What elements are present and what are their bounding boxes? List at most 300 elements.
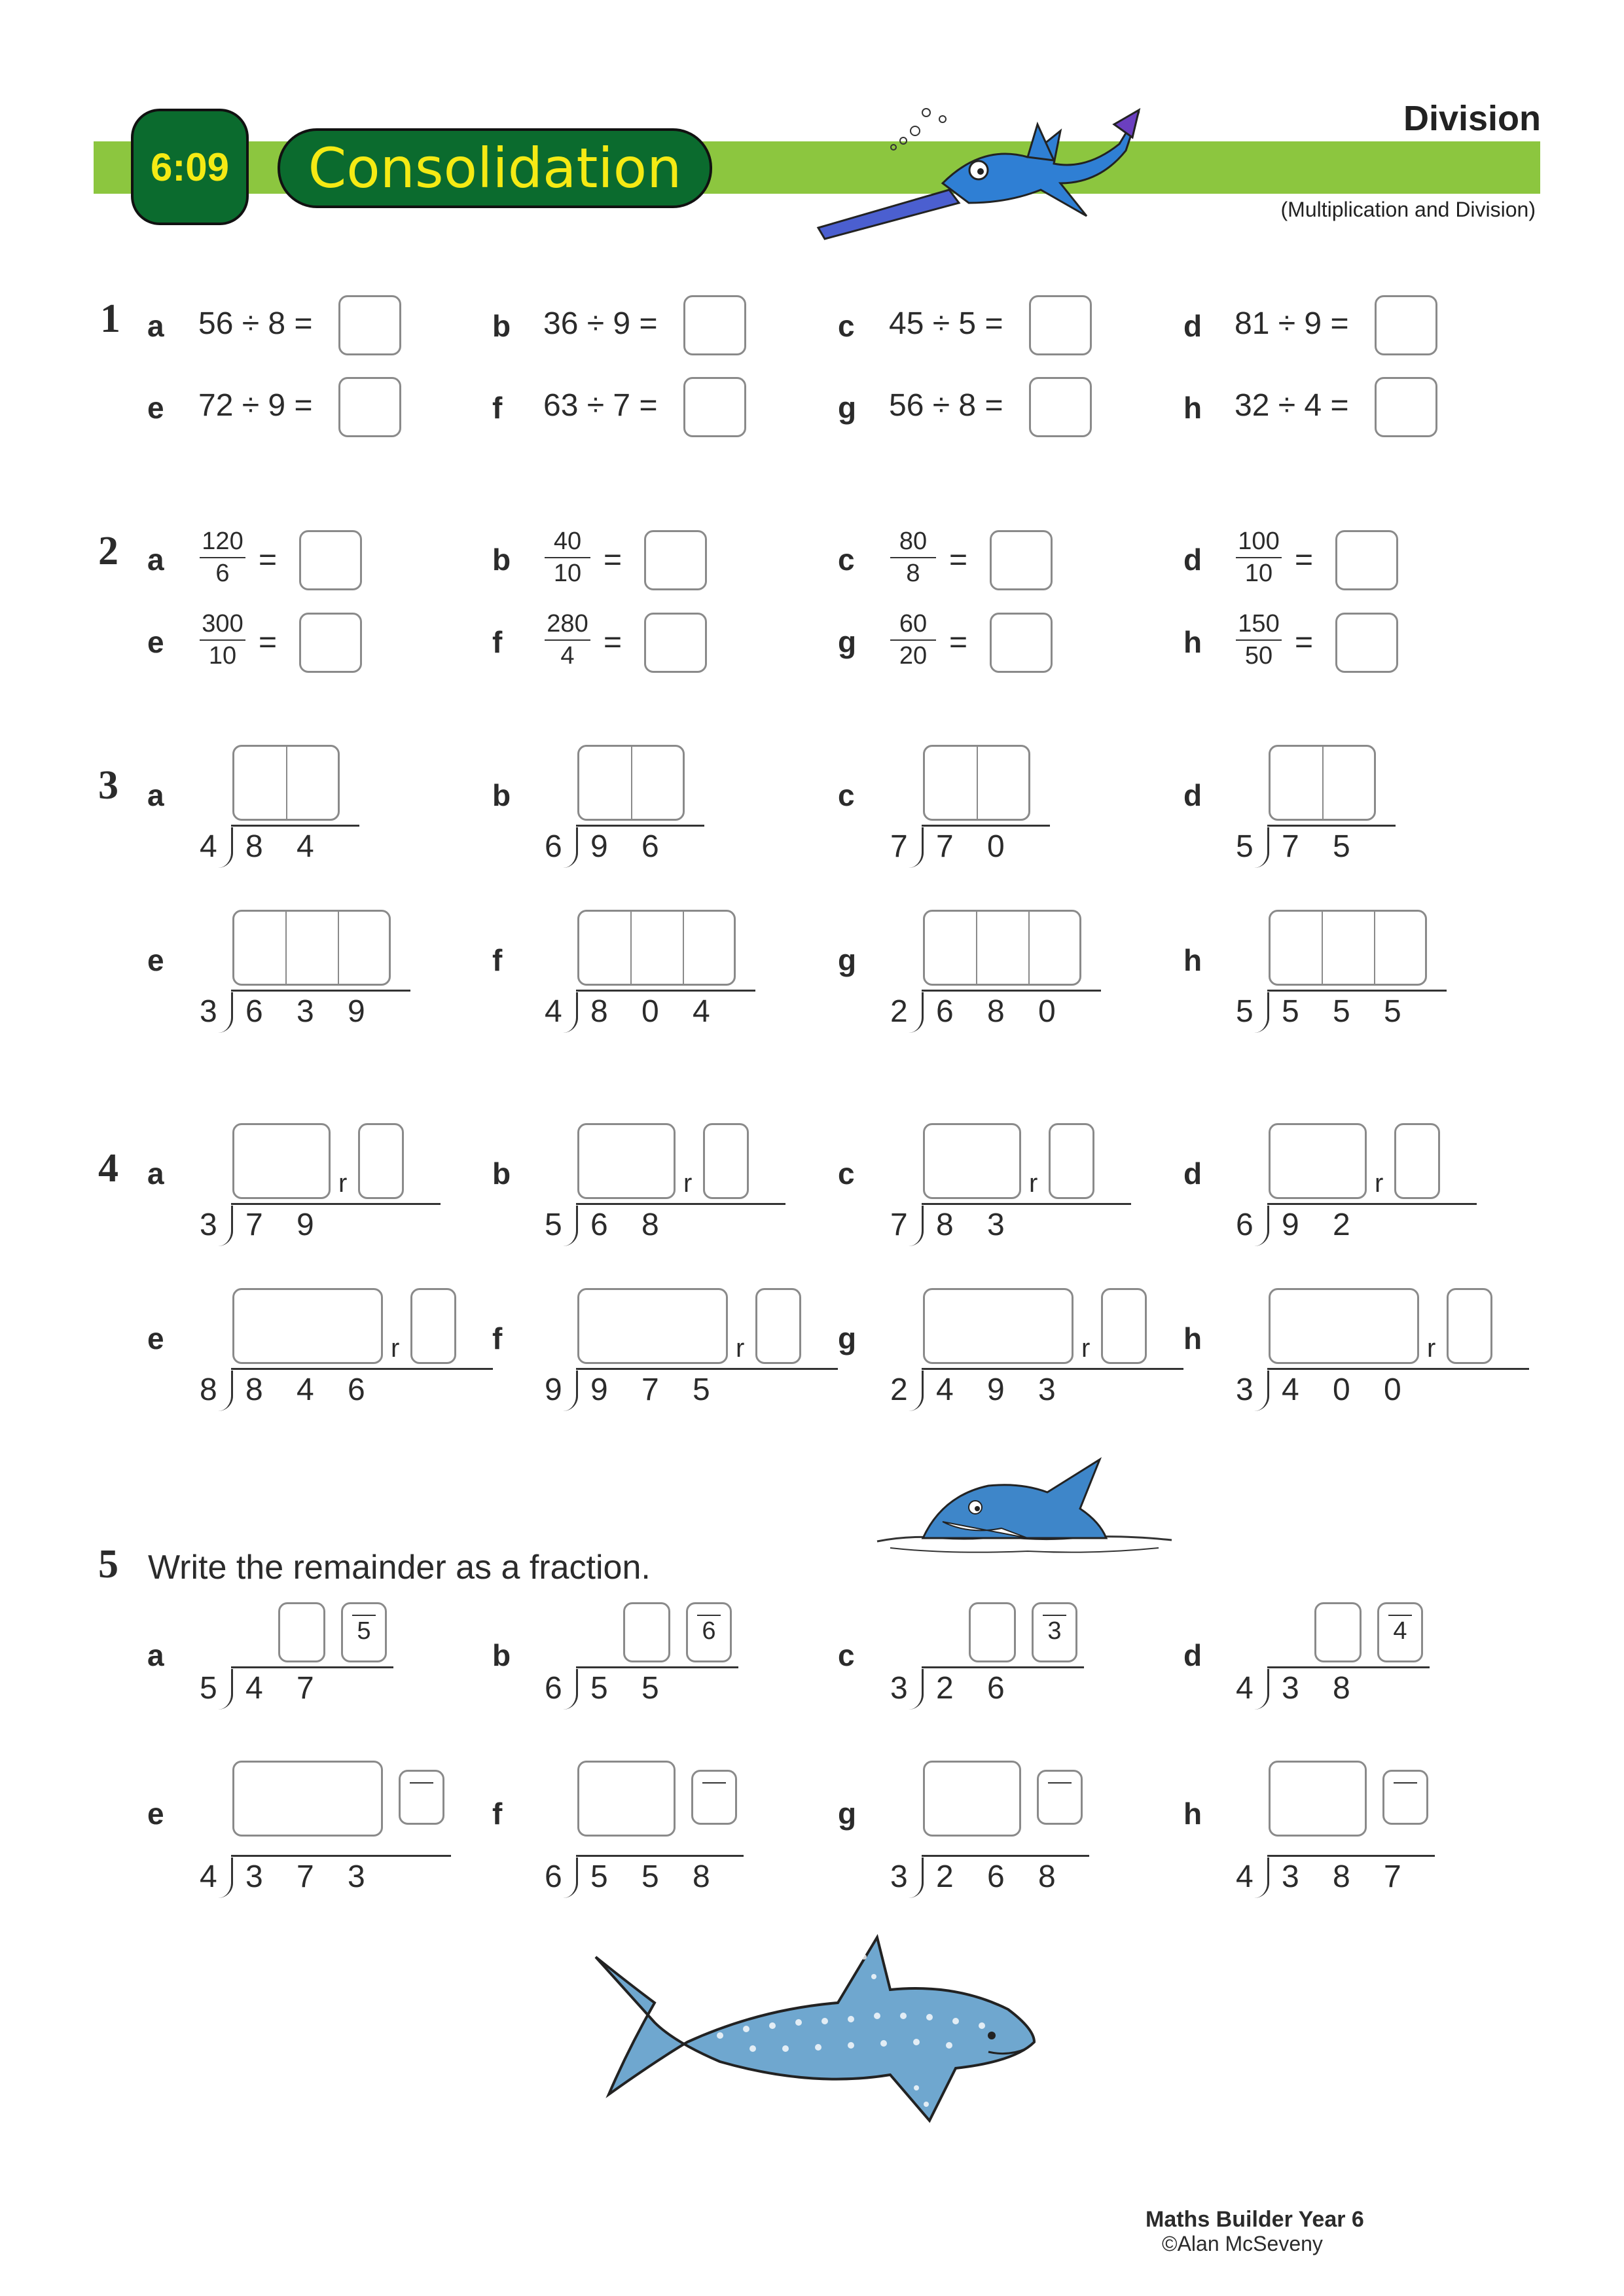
answer-box[interactable] [1037, 1770, 1083, 1825]
remainder-fraction [401, 1777, 442, 1785]
answer-box[interactable] [990, 613, 1053, 673]
division-bracket [909, 1371, 924, 1411]
division-bracket [563, 992, 578, 1033]
answer-box[interactable] [299, 613, 362, 673]
divisor: 3 [890, 1859, 908, 1894]
answer-box[interactable] [1377, 1602, 1423, 1662]
part-label: b [492, 1157, 511, 1191]
fraction-numerator: 150 [1238, 610, 1280, 637]
remainder-fraction [688, 1609, 730, 1645]
division-line [231, 825, 359, 827]
question-number: 3 [98, 763, 118, 808]
remainder-letter: r [1427, 1334, 1436, 1363]
dividend-digit: 9 [348, 994, 365, 1029]
division-line [231, 1666, 393, 1668]
division-bracket [909, 1669, 924, 1710]
divisor: 3 [200, 994, 217, 1029]
dividend-digit: 0 [641, 994, 659, 1029]
dividend-digit: 5 [693, 1372, 710, 1407]
dividend-digit: 5 [641, 1671, 659, 1706]
dividend-digit: 0 [1038, 994, 1056, 1029]
remainder-letter: r [736, 1334, 745, 1363]
dividend-digit: 3 [245, 1859, 263, 1894]
answer-box[interactable] [577, 1123, 676, 1199]
dividend-digit: 5 [590, 1859, 608, 1894]
fraction-bar [200, 639, 245, 641]
answer-box[interactable] [1375, 295, 1437, 355]
fraction-numerator: 300 [202, 610, 244, 637]
dividend-digit: 6 [936, 994, 954, 1029]
fraction-bar [1043, 1615, 1066, 1616]
fraction-bar [1236, 557, 1282, 558]
part-label: b [492, 1638, 511, 1672]
division-line [1267, 1666, 1430, 1668]
dividend-digit: 8 [1038, 1859, 1056, 1894]
fraction-denominator: 10 [208, 642, 237, 670]
divisor: 3 [200, 1208, 217, 1242]
answer-cell-divider [285, 912, 287, 984]
divisor: 4 [200, 829, 217, 864]
expression: 72 ÷ 9 = [198, 388, 313, 423]
answer-box[interactable] [686, 1602, 732, 1662]
fraction-denominator: 10 [1244, 560, 1273, 587]
answer-box[interactable] [1049, 1123, 1094, 1199]
dividend-digit: 4 [693, 994, 710, 1029]
fraction-bar [1394, 1782, 1417, 1784]
division-line [576, 1666, 738, 1668]
question-number: 1 [100, 296, 120, 341]
dividend-digit: 6 [245, 994, 263, 1029]
answer-box[interactable] [232, 1288, 383, 1364]
part-label: d [1183, 778, 1202, 812]
answer-box[interactable] [969, 1602, 1016, 1662]
part-label: a [147, 1157, 164, 1191]
fraction-bar [1388, 1615, 1412, 1616]
page-title: Consolidation [308, 136, 682, 200]
equals-sign: = [259, 625, 278, 660]
dividend-digit: 3 [348, 1859, 365, 1894]
dividend-digit: 4 [936, 1372, 954, 1407]
division-bracket [1254, 992, 1269, 1033]
dividend-digit: 8 [987, 994, 1005, 1029]
part-label: e [147, 943, 164, 977]
division-line [576, 990, 755, 992]
division-bracket [563, 1669, 578, 1710]
answer-box[interactable] [1447, 1288, 1492, 1364]
topic-heading: Division [1403, 99, 1541, 138]
answer-box[interactable] [1269, 1123, 1367, 1199]
part-label: h [1183, 1797, 1202, 1831]
remainder-fraction [693, 1777, 735, 1785]
division-bracket [218, 1857, 233, 1898]
answer-box[interactable] [644, 613, 707, 673]
division-line [922, 1203, 1131, 1205]
dividend-digit: 6 [987, 1859, 1005, 1894]
answer-box[interactable] [1029, 377, 1092, 437]
footer-copyright: ©Alan McSeveny [1162, 2232, 1323, 2255]
dividend-digit: 2 [936, 1859, 954, 1894]
divisor: 6 [1236, 1208, 1254, 1242]
part-label: h [1183, 1321, 1202, 1355]
answer-cell-divider [1374, 912, 1375, 984]
part-label: b [492, 778, 511, 812]
divisor: 7 [890, 1208, 908, 1242]
division-line [231, 1203, 441, 1205]
answer-box[interactable] [1335, 613, 1398, 673]
shark-fin-illustration [871, 1456, 1178, 1568]
divisor: 5 [1236, 829, 1254, 864]
dividend-digit: 9 [987, 1372, 1005, 1407]
answer-box[interactable] [691, 1770, 737, 1825]
fraction [1229, 528, 1288, 588]
answer-box[interactable] [755, 1288, 801, 1364]
remainder-letter: r [1029, 1169, 1038, 1198]
divisor: 6 [545, 829, 562, 864]
fraction-denominator: 4 [560, 642, 575, 670]
divisor: 6 [545, 1859, 562, 1894]
part-label: f [492, 943, 503, 977]
answer-box[interactable] [683, 377, 746, 437]
answer-box[interactable] [1269, 1288, 1419, 1364]
remainder-fraction [1039, 1777, 1081, 1785]
division-bracket [563, 1857, 578, 1898]
answer-cell-divider [630, 912, 632, 984]
answer-box[interactable] [1269, 910, 1427, 986]
division-line [231, 1368, 493, 1370]
dividend-digit: 5 [1282, 994, 1299, 1029]
divisor: 7 [890, 829, 908, 864]
dividend-digit: 9 [590, 829, 608, 864]
answer-box[interactable] [577, 745, 685, 821]
dividend-digit: 7 [641, 1372, 659, 1407]
answer-box[interactable] [577, 910, 736, 986]
answer-cell-divider [976, 912, 977, 984]
divisor: 4 [200, 1859, 217, 1894]
dividend-digit: 9 [297, 1208, 314, 1242]
divisor: 9 [545, 1372, 562, 1407]
dividend-digit: 7 [1282, 829, 1299, 864]
part-label: c [838, 1638, 855, 1672]
part-label: c [838, 778, 855, 812]
remainder-letter: r [338, 1169, 348, 1198]
part-label: d [1183, 309, 1202, 343]
fraction-numerator: 40 [553, 528, 582, 555]
dividend-digit: 6 [641, 829, 659, 864]
fraction-bar [890, 639, 936, 641]
equals-sign: = [604, 543, 623, 577]
fraction-bar [1236, 639, 1282, 641]
dividend-digit: 6 [987, 1671, 1005, 1706]
dividend-digit: 7 [936, 829, 954, 864]
divisor: 2 [890, 994, 908, 1029]
fraction-bar [410, 1782, 433, 1784]
fraction [884, 528, 943, 588]
remainder-fraction [1379, 1609, 1421, 1645]
part-label: a [147, 778, 164, 812]
answer-box[interactable] [1375, 377, 1437, 437]
dividend-digit: 5 [641, 1859, 659, 1894]
division-bracket [909, 827, 924, 868]
part-label: g [838, 625, 857, 659]
dividend-digit: 8 [1333, 1859, 1350, 1894]
question-number: 2 [98, 529, 118, 573]
answer-cell-divider [977, 747, 978, 819]
equals-sign: = [1295, 543, 1314, 577]
part-label: a [147, 309, 164, 343]
division-line [1267, 1203, 1477, 1205]
answer-cell-divider [286, 747, 287, 819]
expression: 32 ÷ 4 = [1235, 388, 1349, 423]
answer-box[interactable] [623, 1602, 670, 1662]
dividend-digit: 4 [297, 829, 314, 864]
answer-box[interactable] [683, 295, 746, 355]
expression: 81 ÷ 9 = [1235, 306, 1349, 341]
part-label: e [147, 391, 164, 425]
answer-box[interactable] [232, 1123, 331, 1199]
answer-box[interactable] [338, 377, 401, 437]
answer-box[interactable] [703, 1123, 749, 1199]
divisor: 5 [1236, 994, 1254, 1029]
dividend-digit: 4 [245, 1671, 263, 1706]
division-bracket [218, 992, 233, 1033]
fraction-denominator: 6 [215, 560, 230, 587]
fraction-bar [1048, 1782, 1072, 1784]
dividend-digit: 8 [1333, 1671, 1350, 1706]
answer-cell-divider [1322, 747, 1324, 819]
answer-box[interactable] [232, 1761, 383, 1837]
divisor: 5 [200, 1671, 217, 1706]
fraction-bar [352, 1615, 376, 1616]
remainder-letter: r [1081, 1334, 1091, 1363]
answer-box[interactable] [299, 530, 362, 590]
dividend-digit: 0 [1333, 1372, 1350, 1407]
fraction-bar [545, 557, 590, 558]
equals-sign: = [949, 625, 968, 660]
fraction-denominator: 6 [702, 1617, 716, 1645]
answer-box[interactable] [923, 1288, 1074, 1364]
answer-box[interactable] [923, 745, 1030, 821]
answer-box[interactable] [1394, 1123, 1440, 1199]
answer-box[interactable] [1032, 1602, 1077, 1662]
answer-box[interactable] [1314, 1602, 1362, 1662]
division-bracket [1254, 1669, 1269, 1710]
answer-box[interactable] [990, 530, 1053, 590]
divisor: 4 [1236, 1859, 1254, 1894]
fraction-numerator: 80 [899, 528, 928, 555]
fraction-bar [545, 639, 590, 641]
part-label: h [1183, 625, 1202, 659]
fraction-numerator: 120 [202, 528, 244, 555]
answer-cell-divider [1028, 912, 1030, 984]
fraction [884, 610, 943, 670]
division-line [1267, 990, 1447, 992]
division-line [576, 825, 704, 827]
fraction [538, 610, 597, 670]
part-label: h [1183, 943, 1202, 977]
division-bracket [1254, 827, 1269, 868]
fraction-bar [890, 557, 936, 558]
fraction-denominator: 50 [1244, 642, 1273, 670]
remainder-fraction [1384, 1777, 1426, 1785]
fraction-bar [697, 1615, 721, 1616]
answer-box[interactable] [1029, 295, 1092, 355]
answer-box[interactable] [1101, 1288, 1147, 1364]
part-label: a [147, 543, 164, 577]
part-label: g [838, 1321, 857, 1355]
divisor: 6 [545, 1671, 562, 1706]
dividend-digit: 8 [590, 994, 608, 1029]
expression: 45 ÷ 5 = [889, 306, 1003, 341]
division-line [576, 1855, 744, 1857]
expression: 36 ÷ 9 = [543, 306, 658, 341]
fraction-numerator: 280 [547, 610, 588, 637]
dividend-digit: 3 [987, 1208, 1005, 1242]
divisor: 4 [1236, 1671, 1254, 1706]
divisor: 3 [890, 1671, 908, 1706]
fraction-denominator: 8 [906, 560, 920, 587]
part-label: f [492, 1321, 503, 1355]
division-bracket [1254, 1857, 1269, 1898]
equals-sign: = [949, 543, 968, 577]
answer-box[interactable] [1335, 530, 1398, 590]
answer-cell-divider [1322, 912, 1323, 984]
part-label: c [838, 1157, 855, 1191]
division-line [922, 1666, 1084, 1668]
equals-sign: = [604, 625, 623, 660]
answer-cell-divider [338, 912, 339, 984]
part-label: g [838, 1797, 857, 1831]
dividend-digit: 7 [297, 1859, 314, 1894]
dividend-digit: 3 [297, 994, 314, 1029]
dividend-digit: 8 [936, 1208, 954, 1242]
division-bracket [563, 1206, 578, 1246]
division-line [1267, 1855, 1435, 1857]
part-label: f [492, 625, 503, 659]
fraction-numerator: 60 [899, 610, 928, 637]
division-bracket [218, 1669, 233, 1710]
answer-box[interactable] [577, 1761, 676, 1837]
equals-sign: = [259, 543, 278, 577]
part-label: a [147, 1638, 164, 1672]
question-number: 4 [98, 1146, 118, 1191]
fraction [193, 528, 252, 588]
division-bracket [218, 1206, 233, 1246]
division-bracket [909, 992, 924, 1033]
fraction-bar [200, 557, 245, 558]
answer-box[interactable] [1382, 1770, 1428, 1825]
part-label: b [492, 309, 511, 343]
dividend-digit: 7 [297, 1671, 314, 1706]
part-label: c [838, 309, 855, 343]
part-label: f [492, 1797, 503, 1831]
remainder-fraction [343, 1609, 385, 1645]
expression: 56 ÷ 8 = [889, 388, 1003, 423]
section-badge [131, 109, 249, 225]
answer-box[interactable] [278, 1602, 325, 1662]
dividend-digit: 5 [1333, 829, 1350, 864]
divisor: 5 [545, 1208, 562, 1242]
part-label: g [838, 391, 857, 425]
part-label: e [147, 1321, 164, 1355]
dividend-digit: 2 [1333, 1208, 1350, 1242]
dividend-digit: 0 [1384, 1372, 1401, 1407]
division-bracket [1254, 1206, 1269, 1246]
dividend-digit: 3 [1038, 1372, 1056, 1407]
answer-box[interactable] [1269, 745, 1376, 821]
dividend-digit: 3 [1282, 1671, 1299, 1706]
dividend-digit: 8 [245, 1372, 263, 1407]
fraction-denominator: 3 [1047, 1617, 1062, 1645]
answer-box[interactable] [577, 1288, 728, 1364]
answer-box[interactable] [644, 530, 707, 590]
answer-box[interactable] [410, 1288, 456, 1364]
dividend-digit: 5 [1384, 994, 1401, 1029]
dividend-digit: 8 [641, 1208, 659, 1242]
fraction [1229, 610, 1288, 670]
dividend-digit: 0 [987, 829, 1005, 864]
division-bracket [563, 827, 578, 868]
fraction-denominator: 10 [553, 560, 582, 587]
part-label: b [492, 543, 511, 577]
part-label: d [1183, 1157, 1202, 1191]
remainder-letter: r [1375, 1169, 1384, 1198]
remainder-letter: r [683, 1169, 693, 1198]
division-bracket [218, 827, 233, 868]
dividend-digit: 8 [693, 1859, 710, 1894]
part-label: d [1183, 1638, 1202, 1672]
division-bracket [909, 1206, 924, 1246]
section-number: 6:09 [150, 145, 230, 189]
answer-box[interactable] [232, 745, 340, 821]
division-line [922, 825, 1050, 827]
answer-box[interactable] [399, 1770, 444, 1825]
dividend-digit: 4 [297, 1372, 314, 1407]
answer-box[interactable] [923, 1761, 1021, 1837]
remainder-fraction [1034, 1609, 1075, 1645]
dividend-digit: 5 [1333, 994, 1350, 1029]
divisor: 2 [890, 1372, 908, 1407]
dividend-digit: 5 [590, 1671, 608, 1706]
division-line [922, 990, 1101, 992]
dividend-digit: 7 [245, 1208, 263, 1242]
divisor: 8 [200, 1372, 217, 1407]
answer-box[interactable] [923, 1123, 1021, 1199]
part-label: e [147, 625, 164, 659]
answer-cell-divider [631, 747, 632, 819]
answer-box[interactable] [923, 910, 1081, 986]
footer-book-title: Maths Builder Year 6 [1146, 2207, 1364, 2232]
answer-box[interactable] [358, 1123, 404, 1199]
question-number: 5 [98, 1542, 118, 1587]
part-label: h [1183, 391, 1202, 425]
answer-box[interactable] [341, 1602, 387, 1662]
topic-subtitle: (Multiplication and Division) [1280, 198, 1536, 221]
answer-box[interactable] [1269, 1761, 1367, 1837]
part-label: e [147, 1797, 164, 1831]
part-label: d [1183, 543, 1202, 577]
title-pill [278, 128, 712, 208]
expression: 56 ÷ 8 = [198, 306, 313, 341]
dividend-digit: 8 [245, 829, 263, 864]
part-label: c [838, 543, 855, 577]
division-bracket [909, 1857, 924, 1898]
answer-box[interactable] [232, 910, 391, 986]
dividend-digit: 3 [1282, 1859, 1299, 1894]
division-line [922, 1368, 1183, 1370]
answer-box[interactable] [338, 295, 401, 355]
fraction-bar [702, 1782, 726, 1784]
expression: 63 ÷ 7 = [543, 388, 658, 423]
